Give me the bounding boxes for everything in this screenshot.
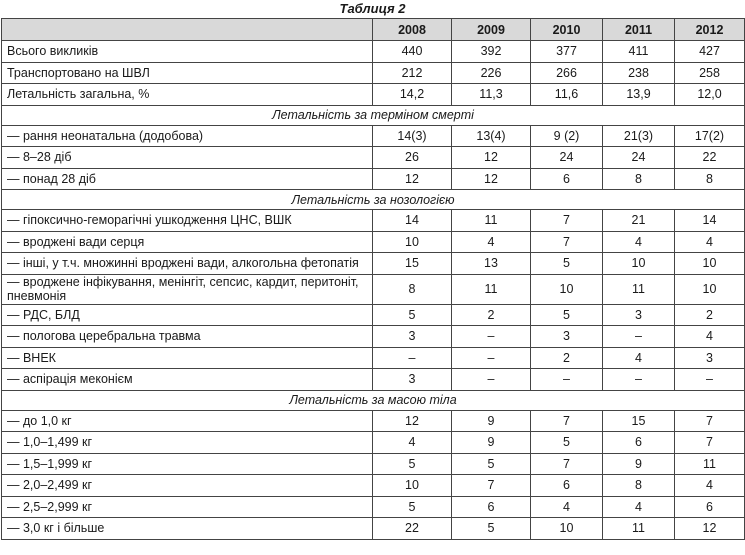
value-cell-2010: 7 bbox=[531, 210, 603, 232]
table-row bbox=[2, 84, 745, 106]
value-cell-2009: 12 bbox=[452, 168, 531, 190]
table-row bbox=[2, 475, 745, 497]
value-cell-2008: 3 bbox=[373, 369, 452, 391]
value-cell-2008: 10 bbox=[373, 231, 452, 253]
table-row bbox=[2, 496, 745, 518]
table-row bbox=[2, 231, 745, 253]
value-cell-2010: 3 bbox=[531, 326, 603, 348]
table-row bbox=[2, 62, 745, 84]
value-cell-2011: – bbox=[603, 326, 675, 348]
table-row bbox=[2, 518, 745, 540]
header-year-2012: 2012 bbox=[675, 19, 745, 41]
mortality-table bbox=[1, 18, 745, 540]
value-cell-2010: 10 bbox=[531, 518, 603, 540]
header-row bbox=[2, 19, 745, 41]
value-cell-2011: 3 bbox=[603, 304, 675, 326]
value-cell-2008: 5 bbox=[373, 496, 452, 518]
value-cell-2009: 6 bbox=[452, 496, 531, 518]
value-cell-2012: 4 bbox=[675, 231, 745, 253]
value-cell-2012: 11 bbox=[675, 453, 745, 475]
table-row bbox=[2, 432, 745, 454]
table-row bbox=[2, 304, 745, 326]
table-row bbox=[2, 147, 745, 169]
value-cell-2008: 5 bbox=[373, 453, 452, 475]
row-label: — 3,0 кг і більше bbox=[2, 518, 373, 540]
table-caption: Таблиця 2 bbox=[339, 1, 406, 16]
value-cell-2009: 13(4) bbox=[452, 125, 531, 147]
value-cell-2012: 12,0 bbox=[675, 84, 745, 106]
value-cell-2011: 8 bbox=[603, 475, 675, 497]
value-cell-2011: – bbox=[603, 369, 675, 391]
row-label: — 1,0–1,499 кг bbox=[2, 432, 373, 454]
value-cell-2010: 6 bbox=[531, 475, 603, 497]
value-cell-2012: 3 bbox=[675, 347, 745, 369]
table-row bbox=[2, 253, 745, 275]
row-label: — 1,5–1,999 кг bbox=[2, 453, 373, 475]
value-cell-2010: 7 bbox=[531, 453, 603, 475]
value-cell-2009: 226 bbox=[452, 62, 531, 84]
value-cell-2009: 5 bbox=[452, 453, 531, 475]
value-cell-2010: 7 bbox=[531, 410, 603, 432]
value-cell-2012: 427 bbox=[675, 41, 745, 63]
value-cell-2008: 4 bbox=[373, 432, 452, 454]
header-year-2011: 2011 bbox=[603, 19, 675, 41]
value-cell-2012: 258 bbox=[675, 62, 745, 84]
value-cell-2008: 14(3) bbox=[373, 125, 452, 147]
value-cell-2010: 24 bbox=[531, 147, 603, 169]
value-cell-2010: 7 bbox=[531, 231, 603, 253]
table-body bbox=[2, 19, 745, 540]
header-year-2010: 2010 bbox=[531, 19, 603, 41]
row-label: — гіпоксично-геморагічні ушкодження ЦНС, ВШК bbox=[2, 210, 373, 232]
value-cell-2012: 7 bbox=[675, 410, 745, 432]
value-cell-2012: 6 bbox=[675, 496, 745, 518]
value-cell-2009: 11 bbox=[452, 274, 531, 304]
value-cell-2009: 12 bbox=[452, 147, 531, 169]
value-cell-2008: 212 bbox=[373, 62, 452, 84]
table-row bbox=[2, 410, 745, 432]
value-cell-2010: – bbox=[531, 369, 603, 391]
header-year-2009: 2009 bbox=[452, 19, 531, 41]
value-cell-2011: 9 bbox=[603, 453, 675, 475]
value-cell-2010: 5 bbox=[531, 432, 603, 454]
row-label: — рання неонатальна (додобова) bbox=[2, 125, 373, 147]
value-cell-2009: – bbox=[452, 326, 531, 348]
value-cell-2008: 5 bbox=[373, 304, 452, 326]
value-cell-2011: 10 bbox=[603, 253, 675, 275]
value-cell-2008: 15 bbox=[373, 253, 452, 275]
value-cell-2008: 14 bbox=[373, 210, 452, 232]
value-cell-2012: – bbox=[675, 369, 745, 391]
section-term-row bbox=[2, 105, 745, 125]
value-cell-2012: 8 bbox=[675, 168, 745, 190]
value-cell-2008: – bbox=[373, 347, 452, 369]
row-label: — вроджені вади серця bbox=[2, 231, 373, 253]
value-cell-2008: 440 bbox=[373, 41, 452, 63]
value-cell-2010: 5 bbox=[531, 304, 603, 326]
value-cell-2012: 22 bbox=[675, 147, 745, 169]
value-cell-2011: 21(3) bbox=[603, 125, 675, 147]
header-empty-cell bbox=[2, 19, 373, 41]
row-label: — пологова церебральна травма bbox=[2, 326, 373, 348]
value-cell-2009: – bbox=[452, 347, 531, 369]
section-title: Летальність за нозологією bbox=[2, 190, 745, 210]
value-cell-2008: 26 bbox=[373, 147, 452, 169]
row-label: — до 1,0 кг bbox=[2, 410, 373, 432]
value-cell-2010: 5 bbox=[531, 253, 603, 275]
value-cell-2008: 14,2 bbox=[373, 84, 452, 106]
value-cell-2010: 2 bbox=[531, 347, 603, 369]
value-cell-2011: 11 bbox=[603, 274, 675, 304]
value-cell-2012: 14 bbox=[675, 210, 745, 232]
row-label: — інші, у т.ч. множинні вроджені вади, алкогольна фетопатія bbox=[2, 253, 373, 275]
value-cell-2009: – bbox=[452, 369, 531, 391]
row-label: — ВНЕК bbox=[2, 347, 373, 369]
value-cell-2008: 8 bbox=[373, 274, 452, 304]
value-cell-2011: 15 bbox=[603, 410, 675, 432]
section-nosology-row bbox=[2, 190, 745, 210]
value-cell-2010: 4 bbox=[531, 496, 603, 518]
section-weight-row bbox=[2, 390, 745, 410]
value-cell-2011: 21 bbox=[603, 210, 675, 232]
value-cell-2009: 9 bbox=[452, 410, 531, 432]
row-label: Летальність загальна, % bbox=[2, 84, 373, 106]
table-row bbox=[2, 369, 745, 391]
row-label: Транспортовано на ШВЛ bbox=[2, 62, 373, 84]
value-cell-2011: 4 bbox=[603, 231, 675, 253]
table-row bbox=[2, 168, 745, 190]
value-cell-2009: 7 bbox=[452, 475, 531, 497]
value-cell-2009: 13 bbox=[452, 253, 531, 275]
value-cell-2011: 13,9 bbox=[603, 84, 675, 106]
row-label: — вроджене інфікування, менінгіт, сепсис, кардит, перитоніт, пневмонія bbox=[2, 274, 373, 304]
row-label: — 8–28 діб bbox=[2, 147, 373, 169]
value-cell-2009: 392 bbox=[452, 41, 531, 63]
section-title: Летальність за масою тіла bbox=[2, 390, 745, 410]
value-cell-2009: 4 bbox=[452, 231, 531, 253]
value-cell-2012: 7 bbox=[675, 432, 745, 454]
value-cell-2011: 411 bbox=[603, 41, 675, 63]
value-cell-2012: 2 bbox=[675, 304, 745, 326]
value-cell-2008: 22 bbox=[373, 518, 452, 540]
value-cell-2011: 8 bbox=[603, 168, 675, 190]
row-label: — 2,0–2,499 кг bbox=[2, 475, 373, 497]
row-label: Всього викликів bbox=[2, 41, 373, 63]
row-label: — понад 28 діб bbox=[2, 168, 373, 190]
value-cell-2010: 9 (2) bbox=[531, 125, 603, 147]
value-cell-2011: 6 bbox=[603, 432, 675, 454]
value-cell-2012: 4 bbox=[675, 475, 745, 497]
value-cell-2012: 17(2) bbox=[675, 125, 745, 147]
row-label: — РДС, БЛД bbox=[2, 304, 373, 326]
table-row bbox=[2, 347, 745, 369]
value-cell-2008: 12 bbox=[373, 410, 452, 432]
value-cell-2010: 10 bbox=[531, 274, 603, 304]
value-cell-2011: 11 bbox=[603, 518, 675, 540]
value-cell-2011: 24 bbox=[603, 147, 675, 169]
row-label: — 2,5–2,999 кг bbox=[2, 496, 373, 518]
value-cell-2012: 10 bbox=[675, 253, 745, 275]
header-year-2008: 2008 bbox=[373, 19, 452, 41]
value-cell-2009: 2 bbox=[452, 304, 531, 326]
value-cell-2010: 377 bbox=[531, 41, 603, 63]
row-label: — аспірація меконієм bbox=[2, 369, 373, 391]
value-cell-2009: 5 bbox=[452, 518, 531, 540]
value-cell-2012: 12 bbox=[675, 518, 745, 540]
value-cell-2009: 9 bbox=[452, 432, 531, 454]
value-cell-2012: 10 bbox=[675, 274, 745, 304]
value-cell-2009: 11,3 bbox=[452, 84, 531, 106]
value-cell-2008: 12 bbox=[373, 168, 452, 190]
value-cell-2009: 11 bbox=[452, 210, 531, 232]
table-row bbox=[2, 125, 745, 147]
value-cell-2010: 266 bbox=[531, 62, 603, 84]
value-cell-2012: 4 bbox=[675, 326, 745, 348]
table-row bbox=[2, 326, 745, 348]
value-cell-2011: 4 bbox=[603, 496, 675, 518]
table-row bbox=[2, 274, 745, 304]
value-cell-2011: 4 bbox=[603, 347, 675, 369]
value-cell-2011: 238 bbox=[603, 62, 675, 84]
table-row bbox=[2, 210, 745, 232]
table-row bbox=[2, 453, 745, 475]
value-cell-2010: 6 bbox=[531, 168, 603, 190]
section-title: Летальність за терміном смерті bbox=[2, 105, 745, 125]
value-cell-2010: 11,6 bbox=[531, 84, 603, 106]
table-row bbox=[2, 41, 745, 63]
value-cell-2008: 10 bbox=[373, 475, 452, 497]
value-cell-2008: 3 bbox=[373, 326, 452, 348]
